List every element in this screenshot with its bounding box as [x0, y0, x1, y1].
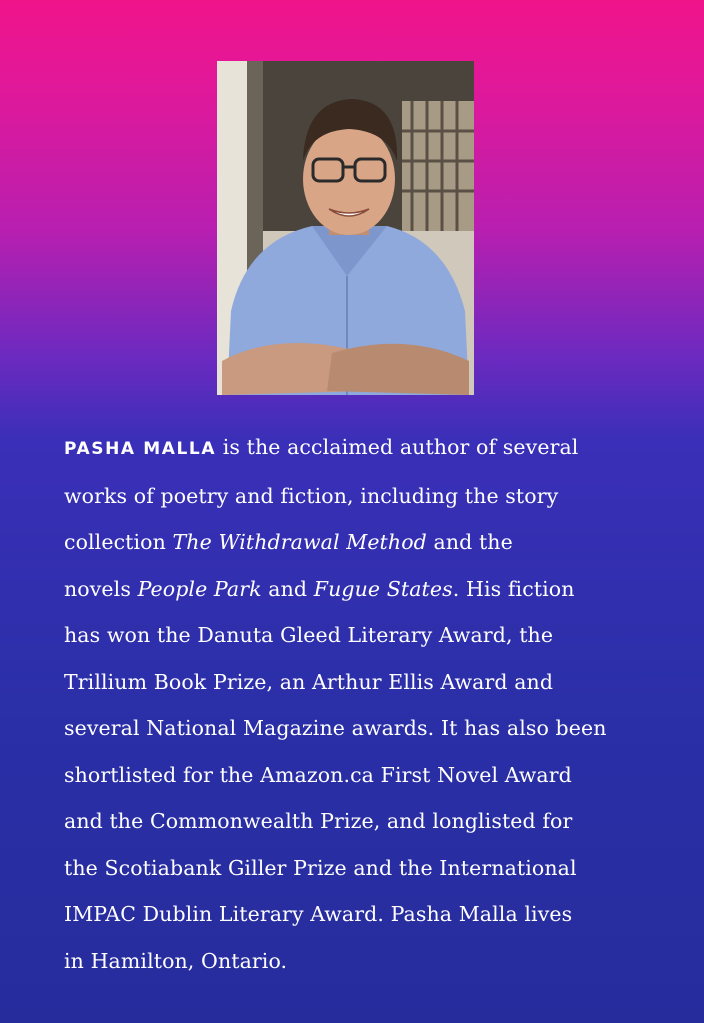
bio-line-10: the Scotiabank Giller Prize and the International: [64, 855, 577, 880]
bio-line-2: works of poetry and fiction, including the story: [64, 483, 559, 508]
bio-text: and: [261, 576, 314, 601]
bio-text: collection: [64, 530, 173, 554]
bio-line-7: several National Magazine awards. It has also been: [64, 716, 607, 740]
bio-line-5: has won the Danuta Gleed Literary Award, the: [64, 623, 554, 647]
bio-line-9: and the Commonwealth Prize, and longlisted for: [64, 809, 573, 833]
bio-line-8: shortlisted for the Amazon.ca First Novel Award: [64, 762, 572, 787]
bio-line-6: Trillium Book Prize, an Arthur Ellis Award and: [64, 669, 554, 694]
bio-line-3: [64, 519, 650, 566]
bio-text: . His fiction: [452, 576, 575, 601]
bio-text: novels: [64, 576, 138, 601]
bio-text: is the acclaimed author of several: [216, 435, 579, 459]
book-title-fugue-states: Fugue States: [313, 576, 453, 601]
author-bio: [64, 424, 650, 984]
book-title-withdrawal-method: The Withdrawal Method: [172, 530, 427, 554]
author-photo-illustration: [217, 61, 474, 395]
bio-line-4: [64, 566, 650, 613]
bio-line-1: [64, 424, 650, 473]
author-photo: [217, 61, 474, 395]
bio-line-11: IMPAC Dublin Literary Award. Pasha Malla lives: [64, 902, 573, 926]
bio-line-12: in Hamilton, Ontario.: [64, 948, 288, 973]
bio-text: and the: [426, 530, 513, 554]
book-title-people-park: People Park: [137, 576, 262, 601]
author-name: PASHA MALLA: [64, 439, 217, 459]
